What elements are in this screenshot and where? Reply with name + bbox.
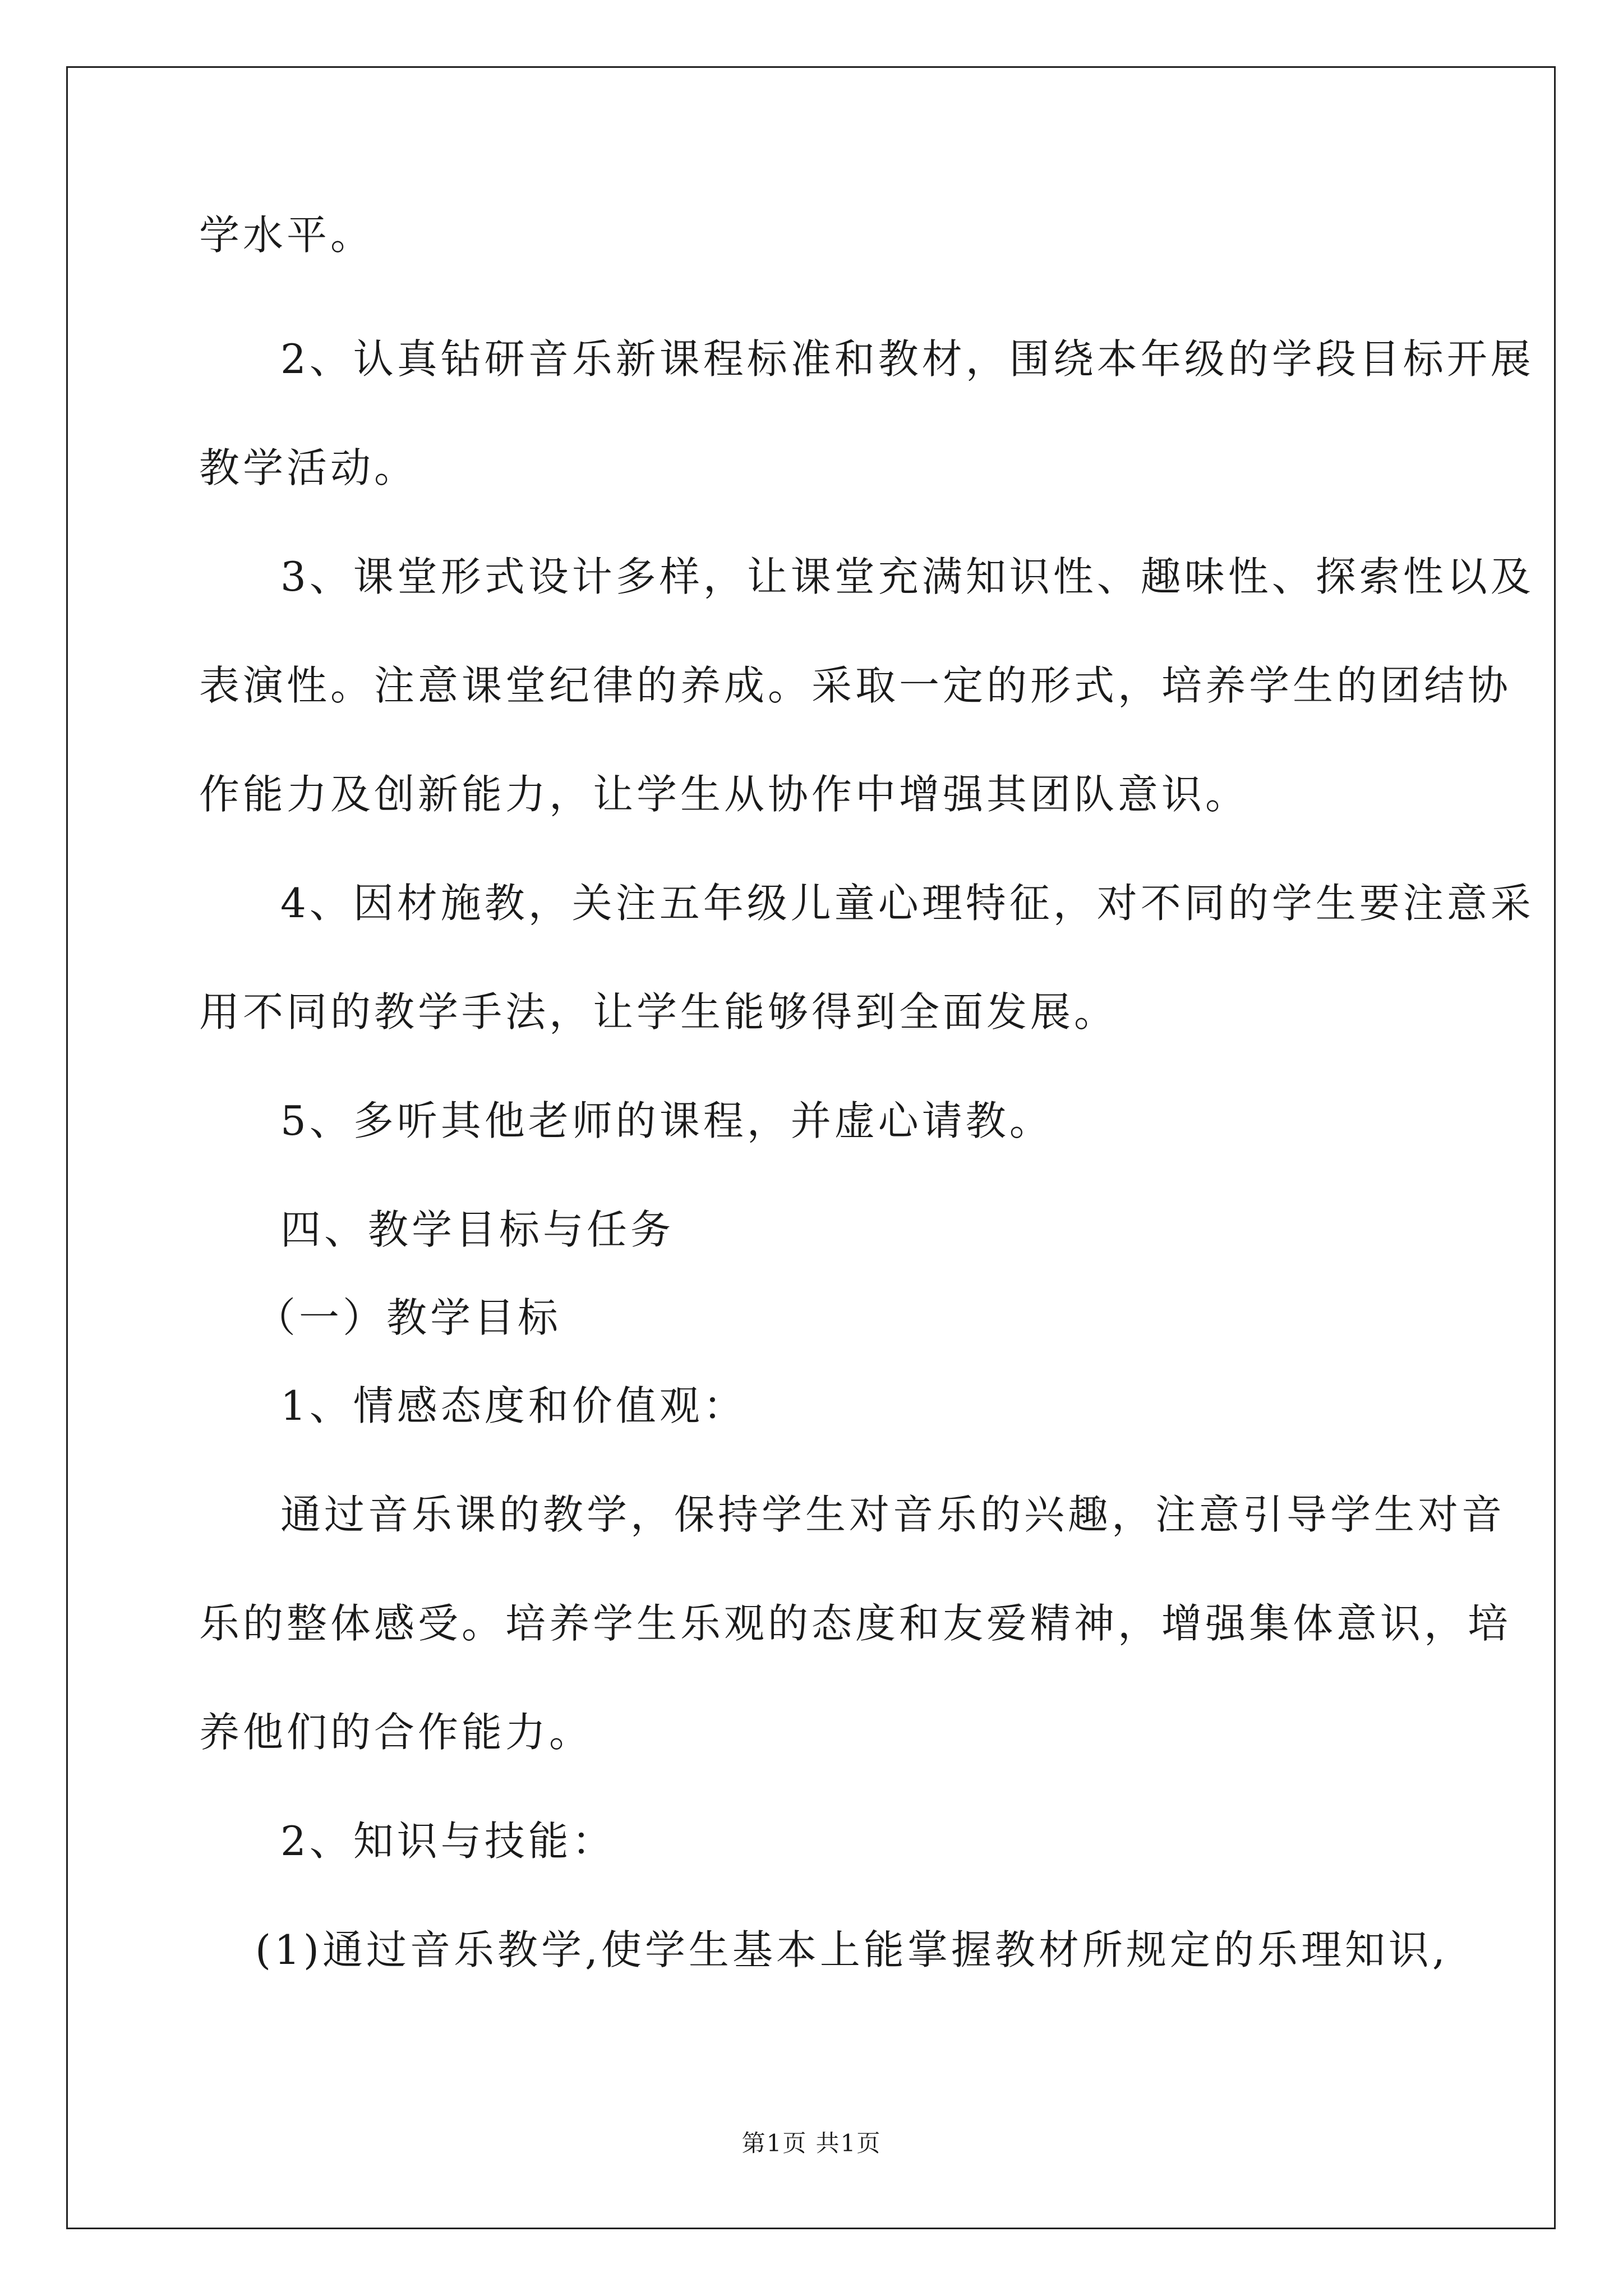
section-heading: 四、教学目标与任务 [280,1206,675,1253]
text-line: 表演性。注意课堂纪律的养成。采取一定的形式，培养学生的团结协 [199,662,1512,709]
text-line: 作能力及创新能力，让学生从协作中增强其团队意识。 [199,771,1249,818]
text-line: 养他们的合作能力。 [199,1709,593,1756]
text-line: 通过音乐课的教学，保持学生对音乐的兴趣，注意引导学生对音 [280,1491,1506,1538]
text-line: 用不同的教学手法，让学生能够得到全面发展。 [199,988,1118,1036]
page-border [66,66,1556,2229]
text-line: 学水平。 [199,211,375,259]
text-line: 1、情感态度和价值观： [280,1382,747,1429]
text-line: (1)通过音乐教学,使学生基本上能掌握教材所规定的乐理知识, [255,1926,1449,1973]
subsection-heading: （一）教学目标 [255,1294,562,1341]
text-line: 教学活动。 [199,444,418,491]
text-line: 4、因材施教，关注五年级儿童心理特征，对不同的学生要注意采 [280,880,1534,927]
text-line: 乐的整体感受。培养学生乐观的态度和友爱精神，增强集体意识，培 [199,1600,1512,1647]
text-line: 5、多听其他老师的课程，并虚心请教。 [280,1097,1053,1144]
text-line: 2、认真钻研音乐新课程标准和教材，围绕本年级的学段目标开展 [280,335,1534,383]
page-number-footer: 第1页 共1页 [741,2129,882,2157]
text-line: 2、知识与技能： [280,1818,616,1865]
text-line: 3、课堂形式设计多样，让课堂充满知识性、趣味性、探索性以及 [280,553,1534,600]
